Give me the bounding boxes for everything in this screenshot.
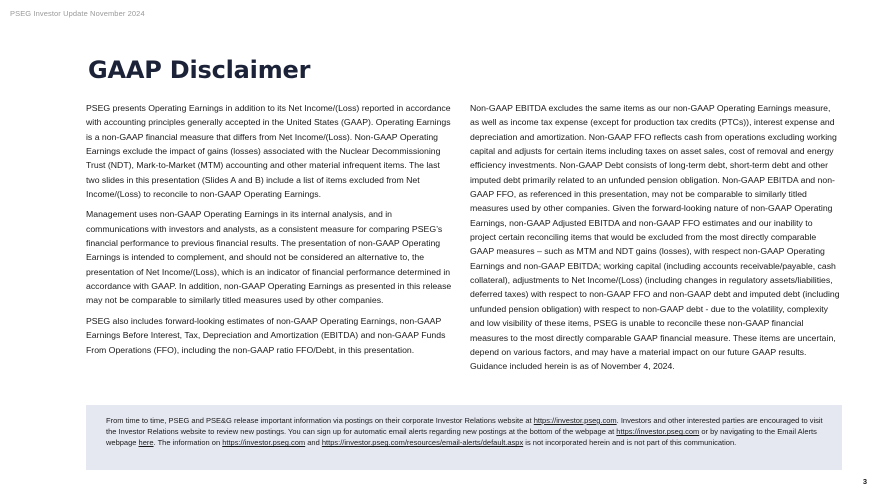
presentation-header-label: PSEG Investor Update November 2024 [10,9,145,18]
notice-text-2: . Investors and other interested parties are encouraged to visit the Investor Relations website to review new postings. You can sign up for automatic email alerts regarding new postings at the bottom of the webpage at [106,416,823,437]
notice-text-1: From time to time, PSEG and PSE&G release important information via postings on their corporate Investor Relations website at [106,416,534,425]
notice-text-4: . The information on [153,438,223,448]
left-paragraph-operating-earnings: PSEG presents Operating Earnings in addition to its Net Income/(Loss) reported in accordance with accounting principles generally accepted in the United States (GAAP). Operating Earnings is a non-GAAP financial measure that differs from Net Income/(Loss). Non-GAAP Operating Earnings exclude the impact of gains (losses) associated with the Nuclear Decommissioning Trust (NDT), Mark-to-Market (MTM) accounting and other material infrequent items. The last two slides in this presentation (Slides A and B) include a list of items excluded from Net Income/(Loss) to reconcile to non-GAAP Operating Earnings. [86,103,451,200]
investor-relations-notice [86,405,842,470]
right-paragraph-ebitda-ffo: Non-GAAP EBITDA excludes the same items as our non-GAAP Operating Earnings measure, as well as income tax expense (except for production tax credits (PTCs)), interest expense and depreciation and amortization. Non-GAAP FFO reflects cash from operations excluding working capital and adjusts for certain items including taxes on asset sales, cost of removal and energy efficiency investments. Non-GAAP Debt consists of long-term debt, short-term debt and other imputed debt primarily related to an unfunded pension obligation. Non-GAAP EBITDA and non-GAAP FFO, as referenced in this presentation, may not be comparable to similarly titled measures used by other companies. Given the forward-looking nature of non-GAAP Operating Earnings, non-GAAP Adjusted EBITDA and non-GAAP FFO estimates and our inability to project certain reconciling items that would be excluded from the most directly comparable GAAP measures – such as MTM and NDT gains (losses), with respect non-GAAP Operating Earnings and non-GAAP EBITDA; working capital (including accounts receivable/payable, cash collateral), adjustments to Net Income/(Loss) (including changes in regulatory assets/liabilities, deferred taxes) with respect to non-GAAP FFO and non-GAAP debt and imputed debt (including unfunded pension obligation) with respect to non-GAAP debt - due to the volatility, complexity and low visibility of these items, PSEG is unable to reconcile these non-GAAP financial measures to the most directly comparable GAAP financial measure. These items are uncertain, depend on various factors, and may have a material impact on our future GAAP results. Guidance included herein is as of November 4, 2024. [470,103,840,372]
investor-site-link-1[interactable]: https://investor.pseg.com [533,416,617,425]
email-alerts-here-link[interactable]: here [138,438,154,448]
left-paragraph-forward-looking: PSEG also includes forward-looking estimates of non-GAAP Operating Earnings, non-GAAP Earnings Before Interest, Tax, Depreciation and Amortization (EBITDA) and non-GAAP Funds From Operations (FFO), including the non-GAAP ratio FFO/Debt, in this presentation. [86,315,446,355]
left-paragraph-management-use: Management uses non-GAAP Operating Earnings in its internal analysis, and in communications with investors and analysts, as a consistent measure for comparing PSEG’s financial performance to previous financial results. The presentation of non-GAAP Operating Earnings is intended to complement, and should not be considered an alternative to, the presentation of Net Income/(Loss), which is an indicator of financial performance determined in accordance with GAAP. In addition, non-GAAP Operating Earnings as presented in this release may not be comparable to similarly titled measures used by other companies. [86,209,452,306]
right-text-column [470,101,840,380]
page-title: GAAP Disclaimer [88,56,311,84]
notice-text-5: and [305,438,322,448]
investor-site-link-2[interactable]: https://investor.pseg.com [616,427,700,437]
notice-text-6: is not incorporated herein and is not part of this communication. [523,438,737,448]
investor-site-link-3[interactable]: https://investor.pseg.com [222,438,306,448]
page-number: 3 [862,477,867,486]
left-text-column [86,101,452,363]
email-alerts-url-link[interactable]: https://investor.pseg.com/resources/email-alerts/default.aspx [321,438,524,448]
notice-text-3: or by navigating to the Email Alerts webpage [106,427,817,448]
